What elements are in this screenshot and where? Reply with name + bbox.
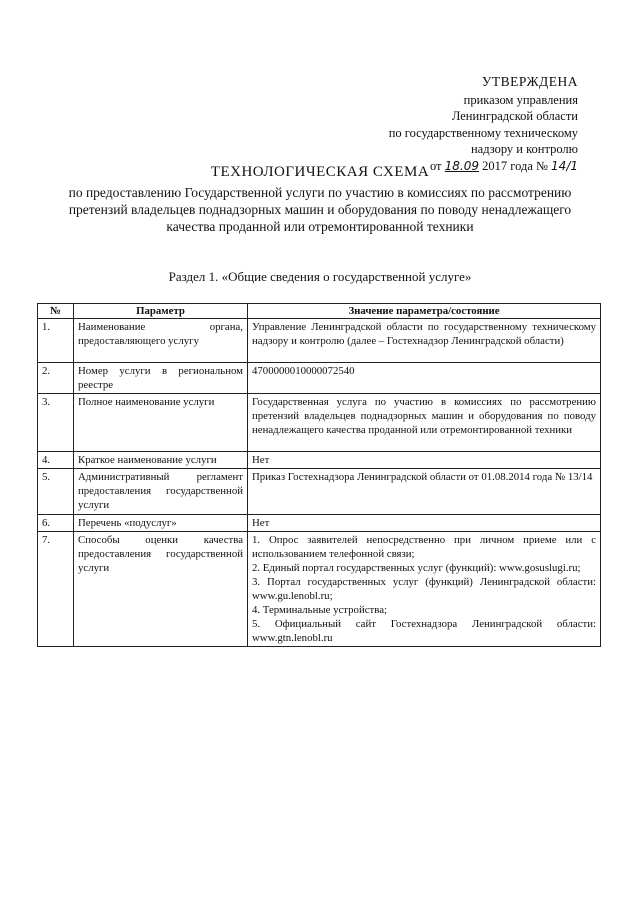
- row-parameter: Номер услуги в региональном реестре: [74, 363, 248, 394]
- table-row: [38, 532, 601, 647]
- table-row: [38, 515, 601, 532]
- handwritten-order-number: 14/1: [551, 158, 578, 173]
- quality-method-item: 1. Опрос заявителей непосредственно при личном приеме или с использованием телефонной связи;: [252, 534, 596, 560]
- table-header-row: [38, 304, 601, 319]
- row-parameter: Краткое наименование услуги: [74, 452, 248, 469]
- approval-line-3: по государственному техническому: [388, 125, 578, 140]
- row-value: Государственная услуга по участию в комиссиях по рассмотрению претензий владельцев поднадзорных машин и оборудования по поводу ненадлежащего качества проданной или отремонтированной техники: [248, 394, 601, 452]
- document-title: ТЕХНОЛОГИЧЕСКАЯ СХЕМА: [210, 164, 430, 180]
- row-number: 5.: [38, 469, 74, 515]
- row-number: 7.: [38, 532, 74, 647]
- service-parameters-table: [37, 303, 601, 647]
- row-number: 4.: [38, 452, 74, 469]
- approval-line-4: надзору и контролю: [470, 142, 578, 156]
- row-value: Приказ Гостехнадзора Ленинградской области от 01.08.2014 года № 13/14: [248, 469, 601, 515]
- table-row: [38, 363, 601, 394]
- row-parameter: Наименование органа, предоставляющего услугу: [74, 319, 248, 363]
- header-parameter: Параметр: [74, 304, 248, 319]
- section-heading: Раздел 1. «Общие сведения о государственной услуге»: [168, 269, 472, 284]
- date-prefix: от: [429, 158, 442, 173]
- row-number: 2.: [38, 363, 74, 394]
- quality-method-item: 5. Официальный сайт Гостехнадзора Ленинградской области: www.gtn.lenobl.ru: [252, 618, 596, 644]
- table-row: [38, 394, 601, 452]
- quality-method-item: 4. Терминальные устройства;: [252, 604, 387, 616]
- date-suffix: 2017 года №: [482, 158, 548, 173]
- approval-line-1: приказом управления: [463, 92, 578, 107]
- row-number: 6.: [38, 515, 74, 532]
- approval-heading: УТВЕРЖДЕНА: [481, 74, 578, 89]
- row-parameter: Способы оценки качества предоставления государственной услуги: [74, 532, 248, 647]
- document-subtitle: по предоставлению Государственной услуги по участию в комиссиях по рассмотрению претензий владельцев поднадзорных машин и оборудования по поводу ненадлежащего качества проданной или отремонтированной техники: [68, 185, 572, 234]
- approval-block: [389, 74, 578, 174]
- handwritten-date: 18.09: [444, 158, 479, 173]
- table-row: [38, 319, 601, 363]
- row-number: 1.: [38, 319, 74, 363]
- row-value: Управление Ленинградской области по государственному техническому надзору и контролю (далее – Гостехнадзор Ленинградской области): [248, 319, 601, 363]
- row-value: Нет: [248, 515, 601, 532]
- row-parameter: Перечень «подуслуг»: [74, 515, 248, 532]
- row-value-list: [248, 532, 601, 647]
- header-value: Значение параметра/состояние: [248, 304, 601, 319]
- header-number: №: [38, 304, 74, 319]
- table-row: [38, 469, 601, 515]
- quality-method-item: 2. Единый портал государственных услуг (функций): www.gosuslugi.ru;: [252, 562, 581, 574]
- row-value: Нет: [248, 452, 601, 469]
- row-parameter: Полное наименование услуги: [74, 394, 248, 452]
- table-row: [38, 452, 601, 469]
- row-number: 3.: [38, 394, 74, 452]
- quality-method-item: 3. Портал государственных услуг (функций) Ленинградской области: www.gu.lenobl.ru;: [252, 576, 596, 602]
- row-parameter: Административный регламент предоставления государственной услуги: [74, 469, 248, 515]
- approval-line-2: Ленинградской области: [451, 109, 578, 123]
- row-value: 4700000010000072540: [248, 363, 601, 394]
